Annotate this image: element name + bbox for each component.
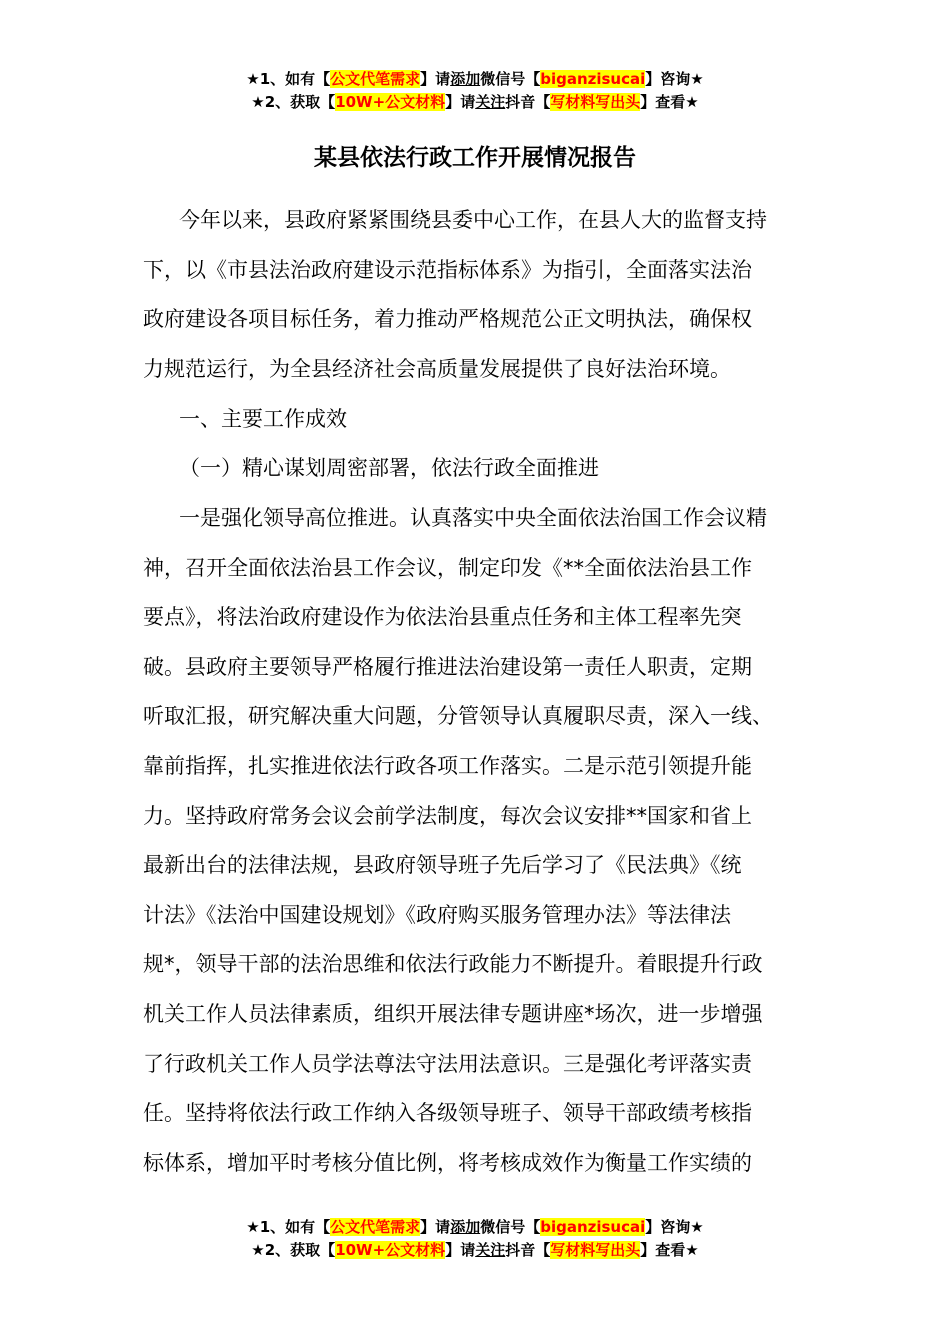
banner-underline: 添加	[450, 1218, 481, 1236]
banner-text: ★1、如有【	[246, 70, 331, 88]
text-line: 一是强化领导高位推进。认真落实中央全面依法治国工作会议精	[179, 506, 767, 530]
banner-text: 】查看★	[640, 1241, 699, 1259]
banner-text: 抖音【	[505, 1241, 551, 1259]
banner-text: 微信号【	[480, 1218, 541, 1236]
intro-paragraph	[143, 196, 811, 394]
text-line: 要点》，将法治政府建设作为依法治县重点任务和主体工程率先突	[143, 605, 742, 630]
banner-highlight: 10W+公文材料	[335, 93, 446, 111]
text-line: 标体系，增加平时考核分值比例，将考核成效作为衡量工作实绩的	[143, 1150, 752, 1175]
text-line: 计法》《法治中国建设规划》《政府购买服务管理办法》等法律法	[143, 902, 731, 927]
section-heading	[143, 395, 811, 445]
banner-highlight: 10W+公文材料	[335, 1241, 446, 1259]
banner-text: 】请	[445, 93, 476, 111]
text-line: 机关工作人员法律素质，组织开展法律专题讲座*场次，进一步增强	[143, 1001, 763, 1026]
banner-highlight: 写材料写出头	[550, 93, 641, 111]
text-line: 破。县政府主要领导严格履行推进法治建设第一责任人职责，定期	[143, 654, 752, 679]
banner-highlight: biganzisucai	[540, 70, 646, 88]
banner-text: 】咨询★	[645, 1218, 704, 1236]
banner-underline: 关注	[475, 93, 506, 111]
banner-line-1	[0, 68, 950, 91]
text-line: 下，以《市县法治政府建设示范指标体系》为指引，全面落实法治	[143, 257, 752, 282]
banner-highlight: 公文代笔需求	[330, 70, 421, 88]
text-line: 神，召开全面依法治县工作会议，制定印发《**全面依法治县工作	[143, 555, 752, 580]
heading-line: 一、主要工作成效	[179, 407, 347, 431]
text-line: 力。坚持政府常务会议会前学法制度，每次会议安排**国家和省上	[143, 803, 752, 828]
header-banner	[0, 68, 950, 114]
banner-line-1	[0, 1216, 950, 1239]
banner-line-2	[0, 91, 950, 114]
text-line: 今年以来，县政府紧紧围绕县委中心工作，在县人大的监督支持	[179, 208, 767, 232]
banner-line-2	[0, 1239, 950, 1262]
text-line: 任。坚持将依法行政工作纳入各级领导班子、领导干部政绩考核指	[143, 1101, 752, 1126]
banner-text: ★2、获取【	[251, 1241, 336, 1259]
footer-banner	[0, 1216, 950, 1262]
text-line: 规*，领导干部的法治思维和依法行政能力不断提升。着眼提升行政	[143, 952, 763, 977]
banner-text: 抖音【	[505, 93, 551, 111]
banner-highlight: biganzisucai	[540, 1218, 646, 1236]
text-line: 最新出台的法律法规，县政府领导班子先后学习了《民法典》《统	[143, 853, 742, 878]
banner-text: 】请	[420, 1218, 451, 1236]
banner-underline: 添加	[450, 70, 481, 88]
text-line: 了行政机关工作人员学法尊法守法用法意识。三是强化考评落实责	[143, 1051, 752, 1076]
text-line: 政府建设各项目标任务，着力推动严格规范公正文明执法，确保权	[143, 307, 752, 332]
heading-line: （一）精心谋划周密部署，依法行政全面推进	[179, 456, 599, 480]
banner-text: ★1、如有【	[246, 1218, 331, 1236]
banner-text: 微信号【	[480, 70, 541, 88]
document-title: 某县依法行政工作开展情况报告	[314, 145, 636, 171]
banner-text: 】查看★	[640, 93, 699, 111]
text-line: 力规范运行，为全县经济社会高质量发展提供了良好法治环境。	[143, 356, 731, 381]
banner-text: ★2、获取【	[251, 93, 336, 111]
text-line: 听取汇报，研究解决重大问题，分管领导认真履职尽责，深入一线、	[143, 704, 773, 729]
body-paragraph	[143, 494, 811, 1188]
banner-text: 】请	[445, 1241, 476, 1259]
banner-text: 】咨询★	[645, 70, 704, 88]
text-line: 靠前指挥，扎实推进依法行政各项工作落实。二是示范引领提升能	[143, 753, 752, 778]
subsection-heading	[143, 444, 811, 494]
banner-text: 】请	[420, 70, 451, 88]
banner-highlight: 公文代笔需求	[330, 1218, 421, 1236]
banner-highlight: 写材料写出头	[550, 1241, 641, 1259]
banner-underline: 关注	[475, 1241, 506, 1259]
